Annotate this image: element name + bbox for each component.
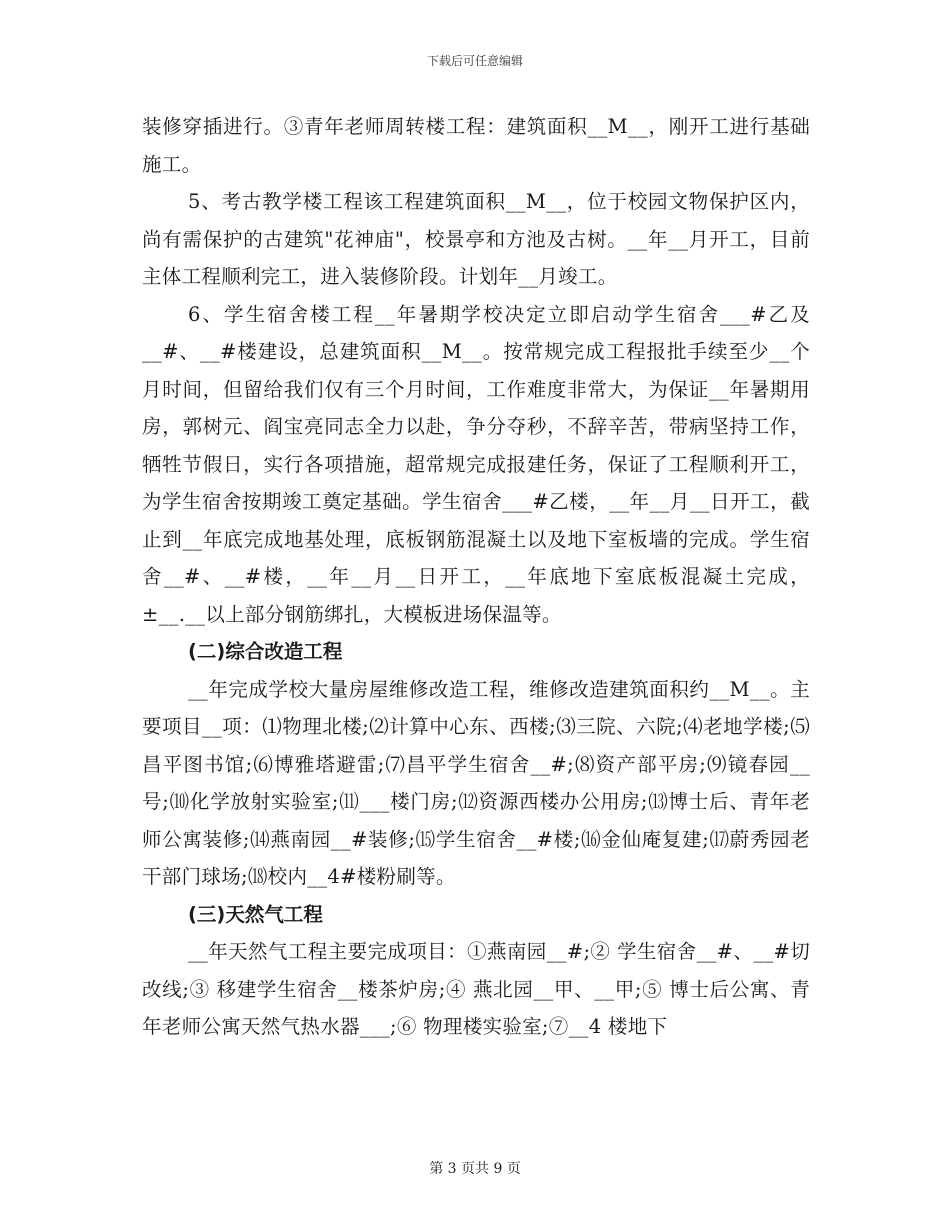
paragraph-natural-gas: __年天然气工程主要完成项目：①燕南园__#;② 学生宿舍__#、__#切改线;③ 移建学生宿舍__楼茶炉房;④ 燕北园__甲、__甲;⑤ 博士后公寓、青年老师公寓天然气热水器___;⑥ 物理楼实验室;⑦__4 楼地下 bbox=[142, 940, 810, 1038]
paragraph-student-dorm: 6、学生宿舍楼工程__年暑期学校决定立即启动学生宿舍___#乙及__#、__#楼建设，总建筑面积__M__。按常规完成工程报批手续至少__个月时间，但留给我们仅有三个月时间，工作难度非常大，为保证__年暑期用房，郭树元、阎宝亮同志全力以赴，争分夺秒，不辞辛苦，带病坚持工作，牺牲节假日，实行各项措施，超常规完成报建任务，保证了工程顺利开工，为学生宿舍按期竣工奠定基础。学生宿舍___#乙楼，__年__月__日开工，截止到__年底完成地基处理，底板钢筋混凝土以及地下室板墙的完成。学生宿舍__#、__#楼，__年__月__日开工，__年底地下室底板混凝土完成，±__.__以上部分钢筋绑扎，大模板进场保温等。 bbox=[142, 302, 810, 626]
document-body bbox=[142, 108, 810, 1046]
paragraph-renovation: __年完成学校大量房屋维修改造工程，维修改造建筑面积约__M__。主要项目__项：⑴物理北楼;⑵计算中心东、西楼;⑶三院、六院;⑷老地学楼;⑸昌平图书馆;⑹博雅塔避雷;⑺昌平学生宿舍__#;⑻资产部平房;⑼镜春园__号;⑽化学放射实验室;⑾___楼门房;⑿资源西楼办公用房;⒀博士后、青年老师公寓装修;⒁燕南园__#装修;⒂学生宿舍__#楼;⒃金仙庵复建;⒄蔚秀园老干部门球场;⒅校内__4#楼粉刷等。 bbox=[142, 677, 810, 888]
paragraph-1: 装修穿插进行。③青年老师周转楼工程：建筑面积__M__，刚开工进行基础施工。 bbox=[142, 115, 810, 176]
paragraph-archaeology-building: 5、考古教学楼工程该工程建筑面积__M__，位于校园文物保护区内，尚有需保护的古建筑"花神庙"，校景亭和方池及古树。__年__月开工，目前主体工程顺利完工，进入装修阶段。计划年__月竣工。 bbox=[142, 190, 810, 288]
section-heading-natural-gas: (三)天然气工程 bbox=[188, 902, 323, 926]
page-number-footer: 第 3 页共 9 页 bbox=[429, 1161, 521, 1177]
section-heading-renovation: (二)综合改造工程 bbox=[188, 640, 343, 663]
page-header: 下载后可任意编辑 bbox=[426, 54, 523, 68]
